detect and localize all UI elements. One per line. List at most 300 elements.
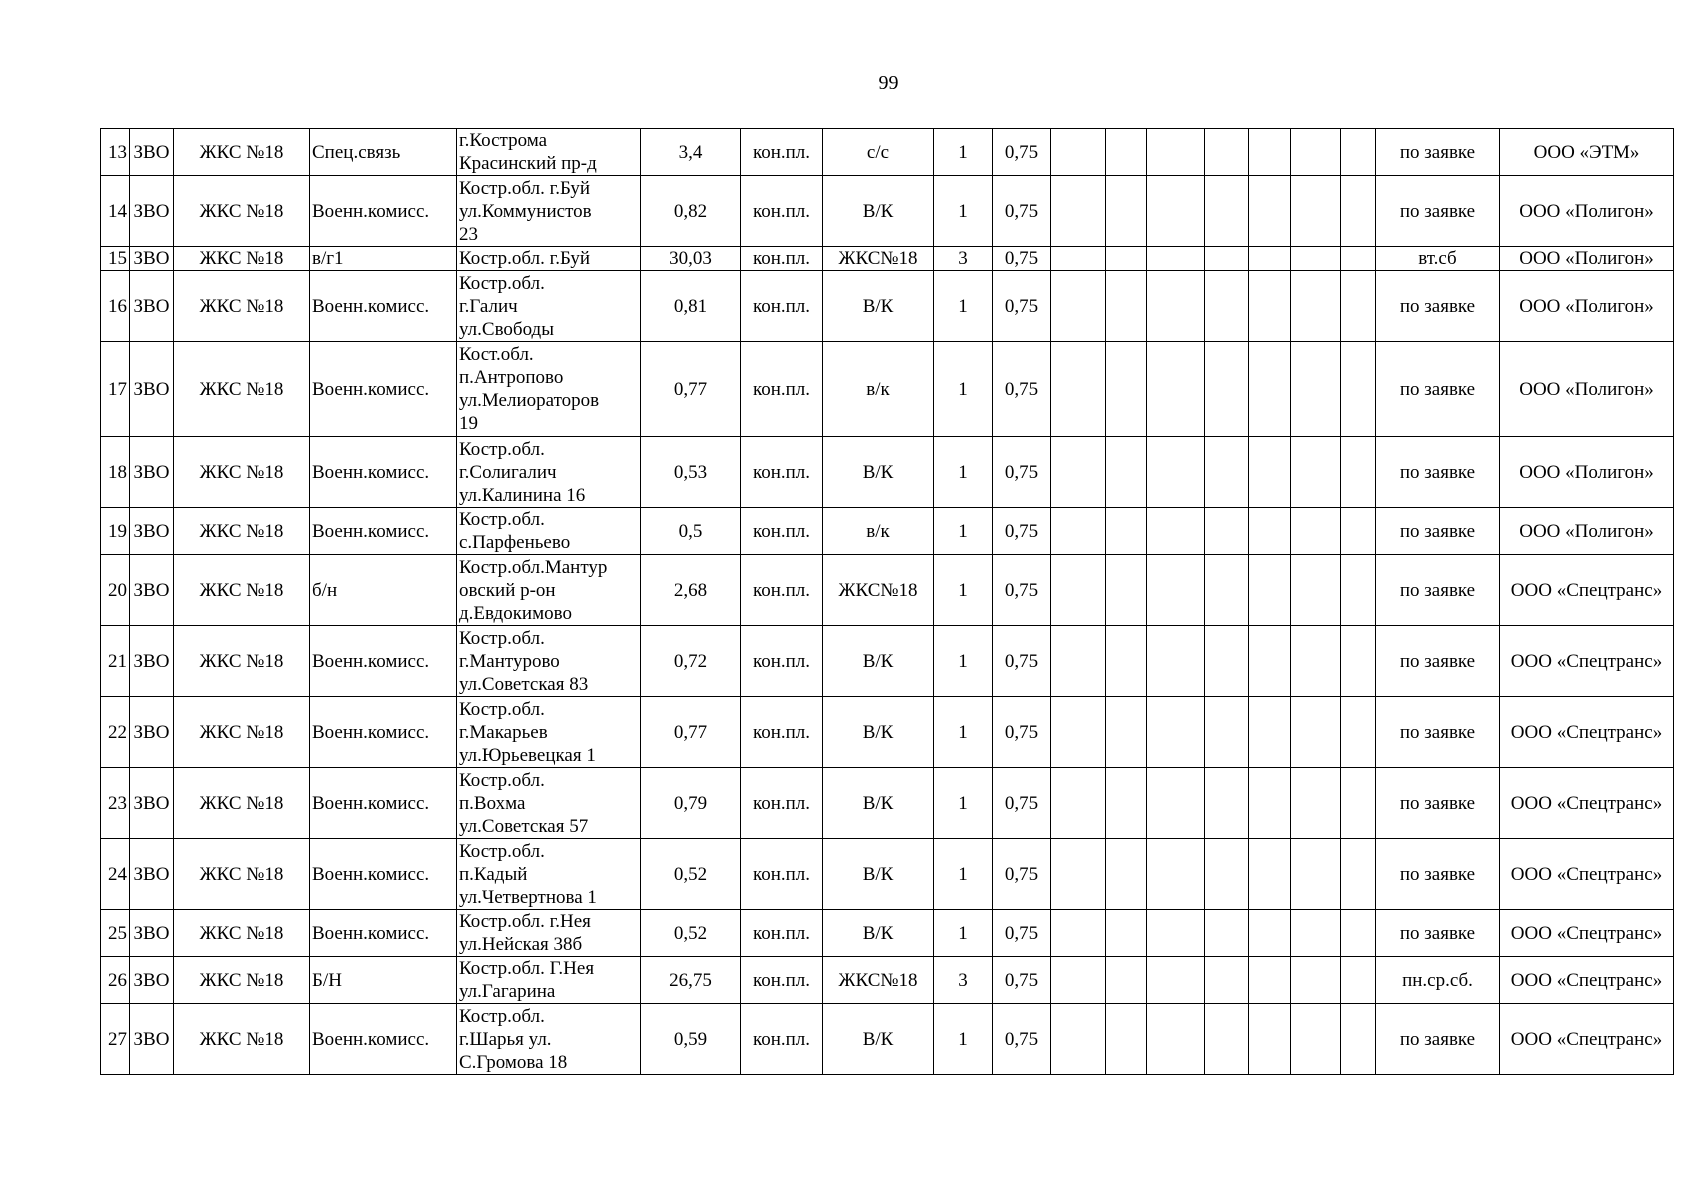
empty-cell	[1147, 271, 1205, 342]
page-number: 99	[878, 72, 899, 94]
jks-cell: ЖКС №18	[174, 508, 310, 555]
table-row	[101, 129, 1674, 176]
empty-cell	[1051, 1004, 1106, 1075]
empty-cell	[1291, 910, 1341, 957]
container-count-cell: 1	[934, 555, 993, 626]
contractor-cell: ООО «Спецтранс»	[1500, 697, 1674, 768]
empty-cell	[1341, 957, 1376, 1004]
jks-cell: ЖКС №18	[174, 957, 310, 1004]
site-code-cell: В/К	[823, 437, 934, 508]
empty-cell	[1147, 342, 1205, 437]
empty-cell	[1051, 508, 1106, 555]
capacity-cell: 0,75	[993, 839, 1051, 910]
container-type-cell: кон.пл.	[741, 176, 823, 247]
empty-cell	[1051, 626, 1106, 697]
site-code-cell: В/К	[823, 768, 934, 839]
empty-cell	[1249, 555, 1291, 626]
empty-cell	[1291, 839, 1341, 910]
container-type-cell: кон.пл.	[741, 626, 823, 697]
container-count-cell: 1	[934, 129, 993, 176]
table-row	[101, 555, 1674, 626]
address-cell	[457, 768, 641, 839]
container-type-cell: кон.пл.	[741, 697, 823, 768]
object-cell: Военн.комисс.	[310, 839, 457, 910]
empty-cell	[1106, 342, 1147, 437]
empty-cell	[1291, 508, 1341, 555]
empty-cell	[1249, 176, 1291, 247]
object-cell: Военн.комисс.	[310, 626, 457, 697]
contractor-cell: ООО «Полигон»	[1500, 247, 1674, 271]
object-cell: б/н	[310, 555, 457, 626]
address-cell	[457, 555, 641, 626]
address-line: ул.Калинина 16	[459, 484, 586, 506]
address-line: Костр.обл. г.Нея	[459, 911, 591, 932]
empty-cell	[1106, 768, 1147, 839]
jks-cell: ЖКС №18	[174, 839, 310, 910]
district-cell: ЗВО	[130, 839, 174, 910]
address-line: п.Кадый	[459, 863, 528, 885]
container-count-cell: 1	[934, 271, 993, 342]
container-count-cell: 1	[934, 342, 993, 437]
container-type-cell: кон.пл.	[741, 508, 823, 555]
address-line: ул.Коммунистов	[459, 200, 592, 222]
address-line: г.Макарьев	[459, 721, 548, 743]
address-line: 23	[459, 223, 478, 245]
empty-cell	[1205, 1004, 1249, 1075]
empty-cell	[1147, 1004, 1205, 1075]
volume-cell: 0,81	[641, 271, 741, 342]
container-type-cell: кон.пл.	[741, 247, 823, 271]
district-cell: ЗВО	[130, 768, 174, 839]
capacity-cell: 0,75	[993, 697, 1051, 768]
jks-cell: ЖКС №18	[174, 555, 310, 626]
empty-cell	[1291, 437, 1341, 508]
capacity-cell: 0,75	[993, 910, 1051, 957]
container-type-cell: кон.пл.	[741, 555, 823, 626]
site-code-cell: В/К	[823, 1004, 934, 1075]
empty-cell	[1291, 176, 1341, 247]
empty-cell	[1051, 957, 1106, 1004]
capacity-cell: 0,75	[993, 508, 1051, 555]
container-type-cell: кон.пл.	[741, 437, 823, 508]
address-line: п.Вохма	[459, 792, 526, 814]
address-line: с.Парфеньево	[459, 532, 571, 553]
jks-cell: ЖКС №18	[174, 1004, 310, 1075]
address-line: Костр.обл.	[459, 627, 545, 649]
site-code-cell: В/К	[823, 271, 934, 342]
empty-cell	[1249, 910, 1291, 957]
empty-cell	[1291, 697, 1341, 768]
waste-removal-schedule-table	[100, 128, 1674, 1075]
address-line: Костр.обл.	[459, 840, 545, 862]
contractor-cell: ООО «Спецтранс»	[1500, 555, 1674, 626]
contractor-cell: ООО «Спецтранс»	[1500, 957, 1674, 1004]
site-code-cell: ЖКС№18	[823, 555, 934, 626]
empty-cell	[1291, 271, 1341, 342]
empty-cell	[1051, 247, 1106, 271]
empty-cell	[1205, 839, 1249, 910]
empty-cell	[1051, 437, 1106, 508]
address-line: Костр.обл.Мантур	[459, 556, 608, 578]
capacity-cell: 0,75	[993, 247, 1051, 271]
table-row	[101, 768, 1674, 839]
empty-cell	[1249, 247, 1291, 271]
address-line: С.Громова 18	[459, 1051, 568, 1073]
site-code-cell: В/К	[823, 176, 934, 247]
empty-cell	[1106, 437, 1147, 508]
contractor-cell: ООО «Полигон»	[1500, 342, 1674, 437]
empty-cell	[1205, 555, 1249, 626]
empty-cell	[1051, 839, 1106, 910]
container-count-cell: 1	[934, 910, 993, 957]
row-number-cell: 15	[101, 247, 130, 271]
empty-cell	[1341, 768, 1376, 839]
contractor-cell: ООО «Спецтранс»	[1500, 768, 1674, 839]
empty-cell	[1106, 697, 1147, 768]
volume-cell: 0,5	[641, 508, 741, 555]
address-cell	[457, 1004, 641, 1075]
address-line: ул.Юрьевецкая 1	[459, 744, 596, 766]
empty-cell	[1291, 768, 1341, 839]
object-cell: Военн.комисс.	[310, 910, 457, 957]
address-line: г.Шарья ул.	[459, 1028, 552, 1050]
capacity-cell: 0,75	[993, 437, 1051, 508]
container-type-cell: кон.пл.	[741, 910, 823, 957]
object-cell: Военн.комисс.	[310, 1004, 457, 1075]
empty-cell	[1051, 910, 1106, 957]
schedule-cell: пн.ср.сб.	[1376, 957, 1500, 1004]
site-code-cell: В/К	[823, 626, 934, 697]
container-count-cell: 1	[934, 508, 993, 555]
address-line: Костр.обл.	[459, 509, 545, 530]
empty-cell	[1147, 910, 1205, 957]
jks-cell: ЖКС №18	[174, 910, 310, 957]
empty-cell	[1291, 626, 1341, 697]
capacity-cell: 0,75	[993, 271, 1051, 342]
empty-cell	[1106, 957, 1147, 1004]
schedule-cell: по заявке	[1376, 839, 1500, 910]
empty-cell	[1341, 129, 1376, 176]
empty-cell	[1341, 271, 1376, 342]
address-cell	[457, 271, 641, 342]
empty-cell	[1205, 697, 1249, 768]
contractor-cell: ООО «Спецтранс»	[1500, 626, 1674, 697]
address-line: Костр.обл.	[459, 1005, 545, 1027]
empty-cell	[1341, 508, 1376, 555]
district-cell: ЗВО	[130, 555, 174, 626]
empty-cell	[1205, 910, 1249, 957]
schedule-cell: по заявке	[1376, 508, 1500, 555]
address-line: 19	[459, 413, 478, 434]
container-type-cell: кон.пл.	[741, 957, 823, 1004]
empty-cell	[1341, 839, 1376, 910]
row-number-cell: 13	[101, 129, 130, 176]
volume-cell: 0,72	[641, 626, 741, 697]
address-line: Кост.обл.	[459, 344, 534, 365]
empty-cell	[1051, 768, 1106, 839]
district-cell: ЗВО	[130, 176, 174, 247]
empty-cell	[1106, 1004, 1147, 1075]
empty-cell	[1205, 129, 1249, 176]
row-number-cell: 17	[101, 342, 130, 437]
district-cell: ЗВО	[130, 957, 174, 1004]
empty-cell	[1291, 247, 1341, 271]
address-cell	[457, 839, 641, 910]
empty-cell	[1051, 271, 1106, 342]
container-count-cell: 1	[934, 1004, 993, 1075]
volume-cell: 30,03	[641, 247, 741, 271]
object-cell: Военн.комисс.	[310, 768, 457, 839]
district-cell: ЗВО	[130, 342, 174, 437]
jks-cell: ЖКС №18	[174, 342, 310, 437]
empty-cell	[1147, 839, 1205, 910]
volume-cell: 0,59	[641, 1004, 741, 1075]
address-line: Костр.обл. г.Буй	[459, 177, 591, 199]
container-count-cell: 1	[934, 437, 993, 508]
empty-cell	[1291, 342, 1341, 437]
empty-cell	[1147, 768, 1205, 839]
empty-cell	[1147, 626, 1205, 697]
empty-cell	[1147, 957, 1205, 1004]
row-number-cell: 19	[101, 508, 130, 555]
table-row	[101, 342, 1674, 437]
address-cell	[457, 247, 641, 271]
table-row	[101, 176, 1674, 247]
row-number-cell: 21	[101, 626, 130, 697]
row-number-cell: 14	[101, 176, 130, 247]
empty-cell	[1205, 437, 1249, 508]
address-line: ул.Советская 83	[459, 673, 589, 695]
contractor-cell: ООО «Спецтранс»	[1500, 839, 1674, 910]
object-cell: Военн.комисс.	[310, 508, 457, 555]
jks-cell: ЖКС №18	[174, 768, 310, 839]
empty-cell	[1341, 697, 1376, 768]
object-cell: Военн.комисс.	[310, 271, 457, 342]
empty-cell	[1291, 1004, 1341, 1075]
address-line: г.Кострома	[459, 130, 548, 151]
schedule-cell: по заявке	[1376, 342, 1500, 437]
contractor-cell: ООО «Полигон»	[1500, 176, 1674, 247]
jks-cell: ЖКС №18	[174, 129, 310, 176]
schedule-cell: по заявке	[1376, 271, 1500, 342]
empty-cell	[1106, 910, 1147, 957]
table-row	[101, 508, 1674, 555]
address-line: Костр.обл.	[459, 698, 545, 720]
empty-cell	[1106, 176, 1147, 247]
contractor-cell: ООО «Полигон»	[1500, 508, 1674, 555]
container-count-cell: 1	[934, 626, 993, 697]
jks-cell: ЖКС №18	[174, 271, 310, 342]
jks-cell: ЖКС №18	[174, 697, 310, 768]
container-count-cell: 1	[934, 839, 993, 910]
empty-cell	[1249, 697, 1291, 768]
address-line: г.Солигалич	[459, 461, 557, 483]
empty-cell	[1341, 1004, 1376, 1075]
empty-cell	[1249, 1004, 1291, 1075]
empty-cell	[1106, 555, 1147, 626]
empty-cell	[1106, 271, 1147, 342]
address-line: ул.Нейская 38б	[459, 934, 583, 955]
empty-cell	[1147, 508, 1205, 555]
empty-cell	[1341, 342, 1376, 437]
empty-cell	[1341, 910, 1376, 957]
empty-cell	[1205, 271, 1249, 342]
district-cell: ЗВО	[130, 247, 174, 271]
address-line: д.Евдокимово	[459, 602, 572, 624]
empty-cell	[1341, 176, 1376, 247]
empty-cell	[1147, 129, 1205, 176]
empty-cell	[1249, 839, 1291, 910]
schedule-cell: по заявке	[1376, 910, 1500, 957]
empty-cell	[1051, 129, 1106, 176]
contractor-cell: ООО «Полигон»	[1500, 437, 1674, 508]
schedule-cell: вт.сб	[1376, 247, 1500, 271]
address-line: Костр.обл.	[459, 272, 545, 294]
empty-cell	[1051, 342, 1106, 437]
schedule-cell: по заявке	[1376, 176, 1500, 247]
empty-cell	[1249, 342, 1291, 437]
volume-cell: 0,79	[641, 768, 741, 839]
empty-cell	[1249, 508, 1291, 555]
address-line: Костр.обл. г.Буй	[459, 248, 591, 269]
row-number-cell: 26	[101, 957, 130, 1004]
schedule-cell: по заявке	[1376, 626, 1500, 697]
volume-cell: 0,52	[641, 839, 741, 910]
row-number-cell: 24	[101, 839, 130, 910]
schedule-cell: по заявке	[1376, 129, 1500, 176]
district-cell: ЗВО	[130, 626, 174, 697]
empty-cell	[1106, 129, 1147, 176]
address-line: ул.Четвертнова 1	[459, 886, 597, 908]
object-cell: Военн.комисс.	[310, 697, 457, 768]
empty-cell	[1147, 555, 1205, 626]
container-type-cell: кон.пл.	[741, 342, 823, 437]
table-row	[101, 271, 1674, 342]
district-cell: ЗВО	[130, 508, 174, 555]
empty-cell	[1341, 626, 1376, 697]
empty-cell	[1051, 697, 1106, 768]
empty-cell	[1291, 129, 1341, 176]
empty-cell	[1249, 768, 1291, 839]
empty-cell	[1147, 176, 1205, 247]
empty-cell	[1341, 437, 1376, 508]
address-line: Костр.обл. Г.Нея	[459, 958, 595, 979]
row-number-cell: 22	[101, 697, 130, 768]
volume-cell: 26,75	[641, 957, 741, 1004]
address-line: Костр.обл.	[459, 769, 545, 791]
capacity-cell: 0,75	[993, 626, 1051, 697]
address-cell	[457, 626, 641, 697]
container-count-cell: 1	[934, 697, 993, 768]
volume-cell: 0,77	[641, 342, 741, 437]
container-count-cell: 3	[934, 957, 993, 1004]
site-code-cell: ЖКС№18	[823, 247, 934, 271]
empty-cell	[1205, 768, 1249, 839]
empty-cell	[1341, 247, 1376, 271]
row-number-cell: 27	[101, 1004, 130, 1075]
jks-cell: ЖКС №18	[174, 247, 310, 271]
capacity-cell: 0,75	[993, 342, 1051, 437]
schedule-cell: по заявке	[1376, 555, 1500, 626]
address-cell	[457, 910, 641, 957]
empty-cell	[1147, 697, 1205, 768]
object-cell: Б/Н	[310, 957, 457, 1004]
district-cell: ЗВО	[130, 271, 174, 342]
empty-cell	[1106, 508, 1147, 555]
district-cell: ЗВО	[130, 910, 174, 957]
empty-cell	[1051, 176, 1106, 247]
address-cell	[457, 697, 641, 768]
capacity-cell: 0,75	[993, 768, 1051, 839]
volume-cell: 0,82	[641, 176, 741, 247]
site-code-cell: в/к	[823, 342, 934, 437]
address-line: Костр.обл.	[459, 438, 545, 460]
site-code-cell: В/К	[823, 910, 934, 957]
address-line: п.Антропово	[459, 367, 564, 388]
container-count-cell: 3	[934, 247, 993, 271]
address-cell	[457, 176, 641, 247]
empty-cell	[1291, 555, 1341, 626]
volume-cell: 0,53	[641, 437, 741, 508]
empty-cell	[1291, 957, 1341, 1004]
schedule-cell: по заявке	[1376, 437, 1500, 508]
empty-cell	[1205, 342, 1249, 437]
address-line: ул.Гагарина	[459, 981, 556, 1002]
site-code-cell: ЖКС№18	[823, 957, 934, 1004]
row-number-cell: 16	[101, 271, 130, 342]
table-row	[101, 247, 1674, 271]
volume-cell: 2,68	[641, 555, 741, 626]
contractor-cell: ООО «Спецтранс»	[1500, 1004, 1674, 1075]
container-count-cell: 1	[934, 176, 993, 247]
empty-cell	[1249, 957, 1291, 1004]
empty-cell	[1106, 626, 1147, 697]
row-number-cell: 20	[101, 555, 130, 626]
address-line: г.Галич	[459, 295, 518, 317]
table-body	[101, 129, 1674, 1075]
district-cell: ЗВО	[130, 697, 174, 768]
schedule-cell: по заявке	[1376, 1004, 1500, 1075]
capacity-cell: 0,75	[993, 129, 1051, 176]
container-count-cell: 1	[934, 768, 993, 839]
site-code-cell: В/К	[823, 839, 934, 910]
address-line: г.Мантурово	[459, 650, 560, 672]
container-type-cell: кон.пл.	[741, 768, 823, 839]
capacity-cell: 0,75	[993, 555, 1051, 626]
jks-cell: ЖКС №18	[174, 176, 310, 247]
schedule-cell: по заявке	[1376, 768, 1500, 839]
object-cell: Военн.комисс.	[310, 437, 457, 508]
address-cell	[457, 508, 641, 555]
empty-cell	[1205, 247, 1249, 271]
container-type-cell: кон.пл.	[741, 839, 823, 910]
empty-cell	[1106, 247, 1147, 271]
empty-cell	[1205, 176, 1249, 247]
table-row	[101, 839, 1674, 910]
site-code-cell: с/с	[823, 129, 934, 176]
district-cell: ЗВО	[130, 129, 174, 176]
table-row	[101, 910, 1674, 957]
empty-cell	[1205, 957, 1249, 1004]
empty-cell	[1147, 247, 1205, 271]
address-line: ул.Советская 57	[459, 815, 589, 837]
site-code-cell: в/к	[823, 508, 934, 555]
empty-cell	[1341, 555, 1376, 626]
row-number-cell: 18	[101, 437, 130, 508]
contractor-cell: ООО «ЭТМ»	[1500, 129, 1674, 176]
empty-cell	[1249, 271, 1291, 342]
table-row	[101, 957, 1674, 1004]
